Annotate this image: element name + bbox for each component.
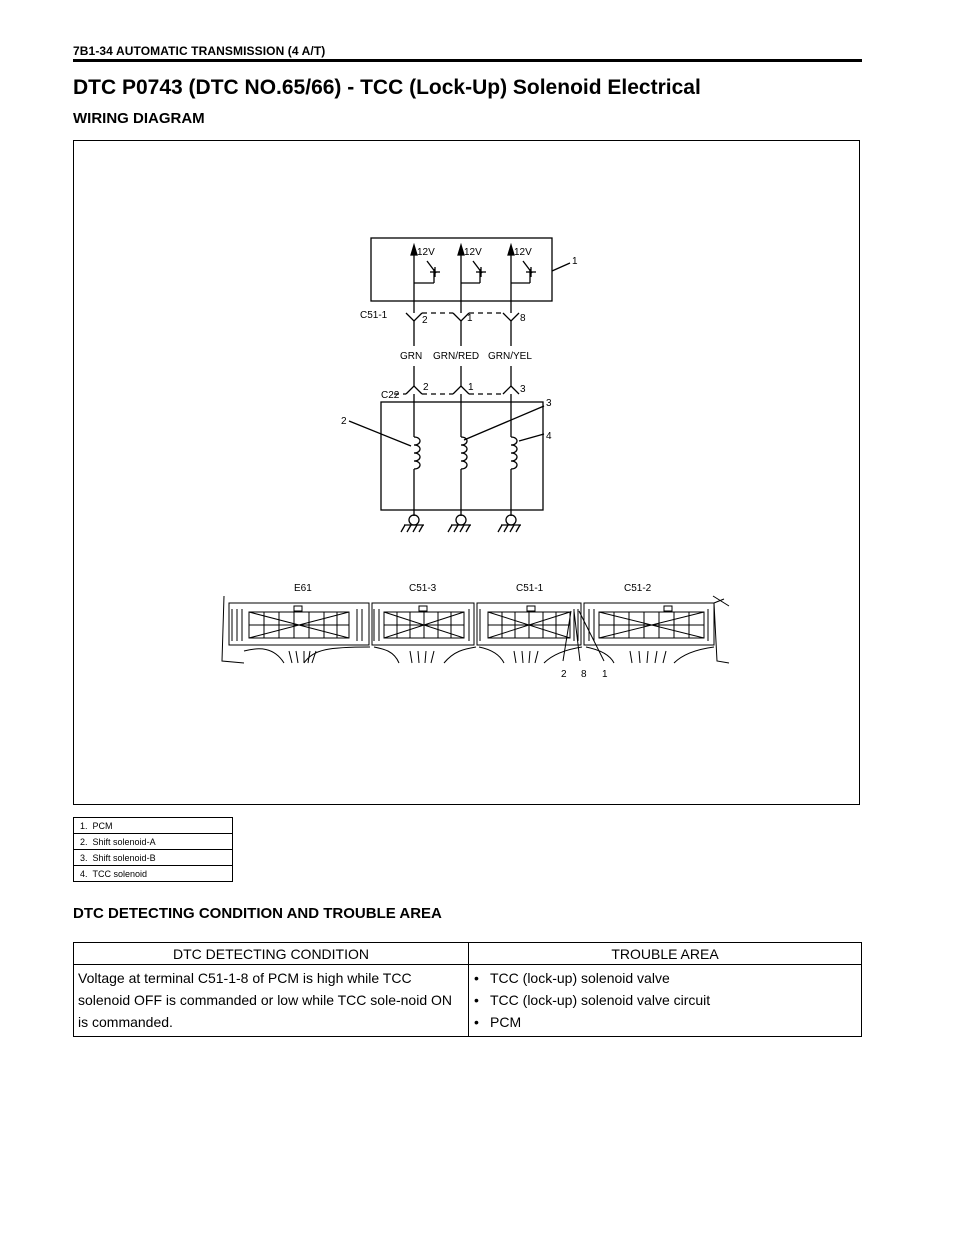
dtc-heading: DTC DETECTING CONDITION AND TROUBLE AREA: [73, 905, 442, 922]
trouble-area-list: [473, 967, 857, 1033]
connector-label-e61: E61: [294, 583, 312, 594]
callout-solenoid-b: 3: [546, 398, 552, 409]
trouble-area-item: • PCM: [473, 1011, 857, 1033]
page-header: 7B1-34 AUTOMATIC TRANSMISSION (4 A/T): [73, 44, 326, 58]
diagram-legend: [73, 817, 233, 882]
column-header-condition: DTC DETECTING CONDITION: [74, 943, 469, 965]
header-rule: [73, 59, 862, 62]
legend-row: [74, 850, 233, 866]
trans-connector-label: C22: [381, 390, 400, 401]
legend-num: 4.: [80, 868, 88, 879]
legend-label: PCM: [92, 820, 113, 831]
coil-tcc-solenoid: [511, 437, 517, 469]
terminal-callout-1: 1: [602, 669, 608, 680]
legend-row: [74, 866, 233, 882]
wire-color-3: GRN/YEL: [488, 351, 532, 362]
trans-terminal-1: 2: [423, 382, 429, 393]
page-title: DTC P0743 (DTC NO.65/66) - TCC (Lock-Up) Solenoid Electrical: [73, 76, 701, 99]
legend-label: Shift solenoid-A: [92, 836, 156, 847]
callout-tcc-solenoid: 4: [546, 431, 552, 442]
connector-label-c51-3: C51-3: [409, 583, 437, 594]
wiring-diagram-heading: WIRING DIAGRAM: [73, 110, 205, 127]
trouble-area-item: • TCC (lock-up) solenoid valve: [473, 967, 857, 989]
supply-voltage-1: 12V: [417, 247, 435, 258]
dtc-table-header-row: [74, 943, 862, 965]
connector-label-c51-2: C51-2: [624, 583, 652, 594]
terminal-callout-2: 2: [561, 669, 567, 680]
dtc-table: [73, 942, 862, 1037]
coil-solenoid-a: [414, 437, 420, 469]
wire-color-2: GRN/RED: [433, 351, 480, 362]
callout-solenoid-a: 2: [341, 416, 347, 427]
trans-terminal-3: 3: [520, 384, 526, 395]
connector-label-c51-1: C51-1: [516, 583, 544, 594]
detecting-condition: Voltage at terminal C51-1-8 of PCM is high while TCC solenoid OFF is commanded or low while TCC sole-noid ON is commanded.: [78, 970, 452, 1030]
supply-voltage-3: 12V: [514, 247, 532, 258]
trans-terminal-2: 1: [468, 382, 474, 393]
supply-voltage-2: 12V: [464, 247, 482, 258]
legend-num: 2.: [80, 836, 88, 847]
pcm-connector-label: C51-1: [360, 310, 388, 321]
wiring-diagram-svg: [74, 141, 861, 806]
pcm-connector-face: [222, 596, 729, 663]
callout-pcm: 1: [572, 256, 578, 267]
coil-solenoid-b: [461, 437, 467, 469]
dtc-table-row: [74, 965, 862, 1037]
pcm-terminal-3: 8: [520, 313, 526, 324]
legend-num: 3.: [80, 852, 88, 863]
column-header-trouble-area: TROUBLE AREA: [469, 943, 862, 965]
legend-label: TCC solenoid: [92, 868, 148, 879]
terminal-callout-8: 8: [581, 669, 587, 680]
pcm-terminal-2: 1: [467, 313, 473, 324]
legend-label: Shift solenoid-B: [92, 852, 156, 863]
legend-row: [74, 818, 233, 834]
trouble-area-item: • TCC (lock-up) solenoid valve circuit: [473, 989, 857, 1011]
legend-num: 1.: [80, 820, 88, 831]
pcm-terminal-1: 2: [422, 315, 428, 326]
ground-symbols: [401, 515, 521, 532]
wire-color-1: GRN: [400, 351, 423, 362]
solenoid-housing: [381, 402, 543, 510]
legend-row: [74, 834, 233, 850]
wiring-diagram: [73, 140, 860, 805]
